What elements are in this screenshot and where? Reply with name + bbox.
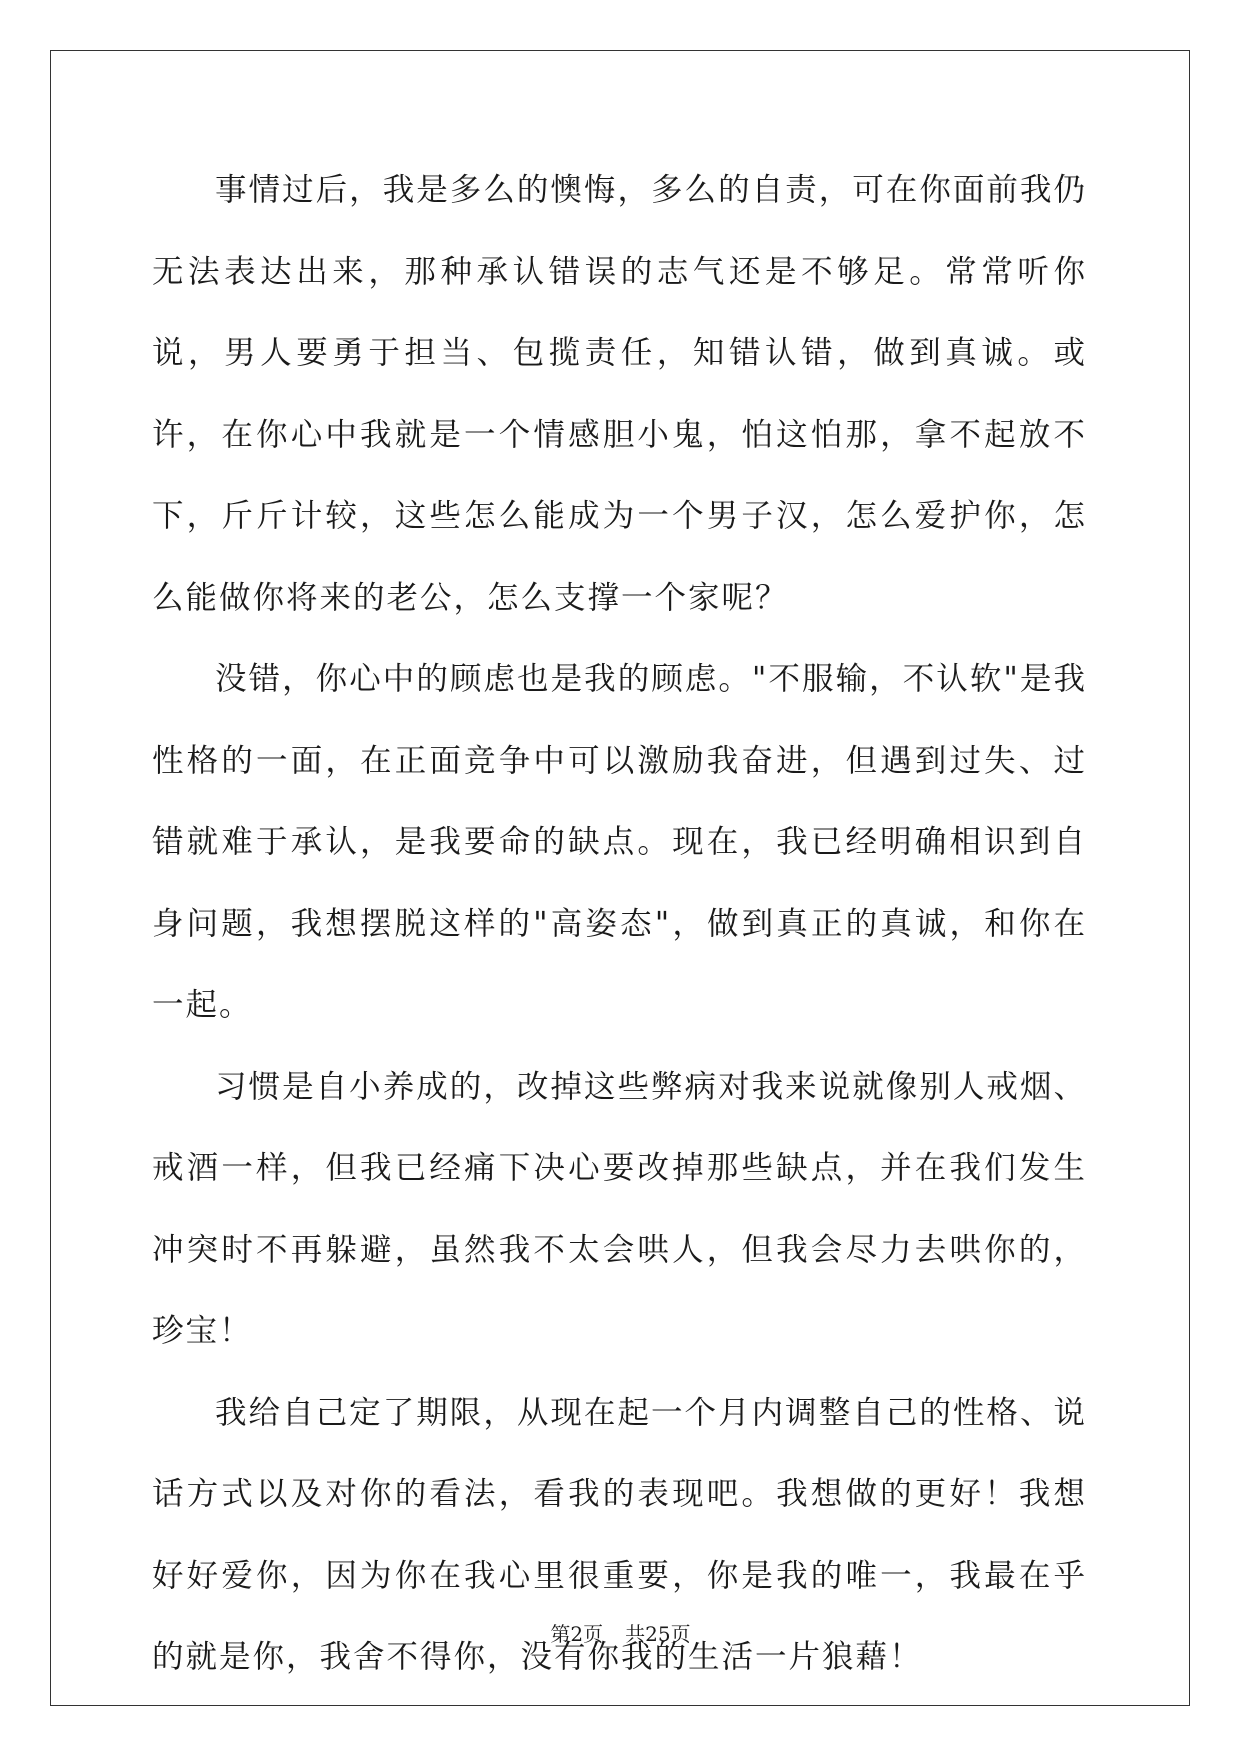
- paragraph-4: 我给自己定了期限，从现在起一个月内调整自己的性格、说话方式以及对你的看法，看我的表现吧。我想做的更好！我想好好爱你，因为你在我心里很重要，你是我的唯一，我最在乎的就是你，我舍不得你，没有你我的生活一片狼藉！: [152, 1394, 1087, 1675]
- paragraph-3: 习惯是自小养成的，改掉这些弊病对我来说就像别人戒烟、戒酒一样，但我已经痛下决心要改掉那些缺点，并在我们发生冲突时不再躲避，虽然我不太会哄人，但我会尽力去哄你的，珍宝！: [152, 1068, 1087, 1349]
- page-number: 第2页: [550, 1622, 604, 1646]
- paragraph-1: 事情过后，我是多么的懊悔，多么的自责，可在你面前我仍无法表达出来，那种承认错误的志气还是不够足。常常听你说，男人要勇于担当、包揽责任，知错认错，做到真诚。或许，在你心中我就是一个情感胆小鬼，怕这怕那，拿不起放不下，斤斤计较，这些怎么能成为一个男子汉，怎么爱护你，怎么能做你将来的老公，怎么支撑一个家呢？: [152, 172, 1087, 616]
- document-body: [152, 150, 1087, 1699]
- page-footer: [0, 1620, 1241, 1648]
- paragraph-2: 没错，你心中的顾虑也是我的顾虑。"不服输，不认软"是我性格的一面，在正面竞争中可以激励我奋进，但遇到过失、过错就难于承认，是我要命的缺点。现在，我已经明确相识到自身问题，我想摆脱这样的"高姿态"，做到真正的真诚，和你在一起。: [152, 661, 1087, 1023]
- page-total: 共25页: [625, 1622, 691, 1646]
